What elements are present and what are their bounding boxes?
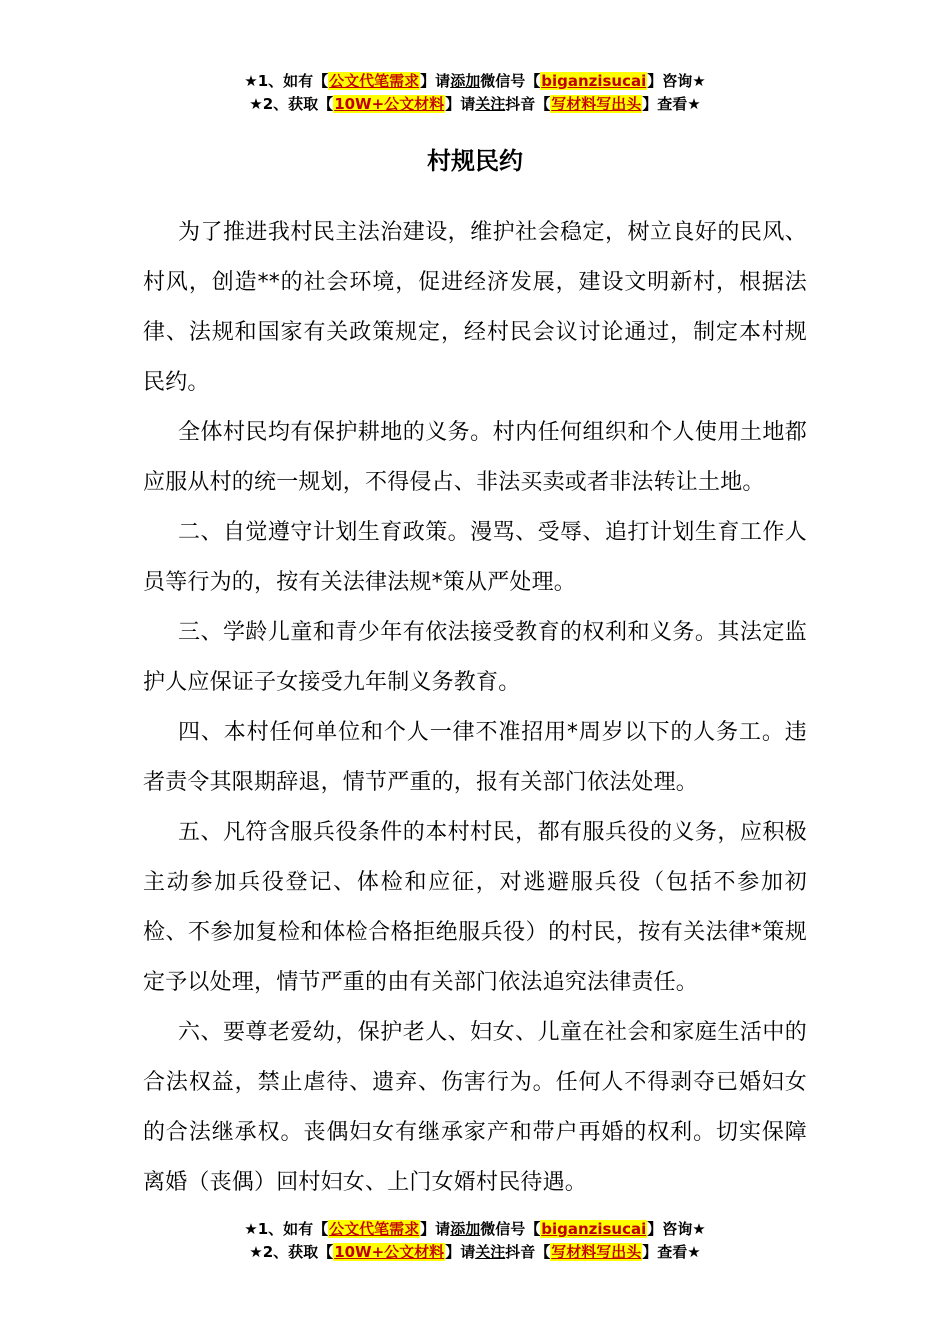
banner-text-underlined: 关注 xyxy=(475,95,506,113)
banner-text: ★1、如有【 xyxy=(244,1220,329,1238)
banner-text: 】查看★ xyxy=(642,1243,701,1261)
banner-text: 】查看★ xyxy=(642,95,701,113)
paragraph-3: 三、学龄儿童和青少年有依法接受教育的权利和义务。其法定监护人应保证子女接受九年制义务教育。 xyxy=(143,620,807,695)
highlight-service: 公文代笔需求 xyxy=(329,72,420,90)
banner-text-underlined: 添加 xyxy=(450,72,481,90)
banner-line-1 xyxy=(0,70,950,93)
highlight-materials: 10W+公文材料 xyxy=(334,95,445,113)
highlight-wechat-id: biganzisucai xyxy=(541,72,647,90)
banner-text: 】请 xyxy=(445,1243,476,1261)
banner-text: 】请 xyxy=(445,95,476,113)
footer-banner xyxy=(0,1218,950,1264)
banner-text-underlined: 关注 xyxy=(475,1243,506,1261)
banner-text: ★2、获取【 xyxy=(249,95,334,113)
banner-text: ★2、获取【 xyxy=(249,1243,334,1261)
paragraph-1: 全体村民均有保护耕地的义务。村内任何组织和个人使用土地都应服从村的统一规划，不得侵占、非法买卖或者非法转让土地。 xyxy=(143,420,807,495)
banner-text: 抖音【 xyxy=(505,95,551,113)
banner-text: 】请 xyxy=(420,1220,451,1238)
banner-line-2 xyxy=(0,1241,950,1264)
document-body xyxy=(143,208,807,1208)
highlight-wechat-id: biganzisucai xyxy=(541,1220,647,1238)
banner-text: 】咨询★ xyxy=(647,72,706,90)
banner-text: 】请 xyxy=(420,72,451,90)
banner-text: 】咨询★ xyxy=(647,1220,706,1238)
banner-text-underlined: 添加 xyxy=(450,1220,481,1238)
highlight-douyin-account: 写材料写出头 xyxy=(551,95,642,113)
banner-text: 微信号【 xyxy=(480,1220,541,1238)
banner-line-1 xyxy=(0,1218,950,1241)
paragraph-intro: 为了推进我村民主法治建设，维护社会稳定，树立良好的民风、村风，创造**的社会环境，促进经济发展，建设文明新村，根据法律、法规和国家有关政策规定，经村民会议讨论通过，制定本村规民约。 xyxy=(143,220,807,395)
highlight-service: 公文代笔需求 xyxy=(329,1220,420,1238)
header-banner xyxy=(0,70,950,116)
paragraph-2: 二、自觉遵守计划生育政策。漫骂、受辱、追打计划生育工作人员等行为的，按有关法律法规*策从严处理。 xyxy=(143,520,807,595)
paragraph-5: 五、凡符含服兵役条件的本村村民，都有服兵役的义务，应积极主动参加兵役登记、体检和应征，对逃避服兵役（包括不参加初检、不参加复检和体检合格拒绝服兵役）的村民，按有关法律*策规定予以处理，情节严重的由有关部门依法追究法律责任。 xyxy=(143,820,807,995)
paragraph-4: 四、本村任何单位和个人一律不准招用*周岁以下的人务工。违者责令其限期辞退，情节严重的，报有关部门依法处理。 xyxy=(143,720,807,795)
banner-text: 微信号【 xyxy=(480,72,541,90)
highlight-douyin-account: 写材料写出头 xyxy=(551,1243,642,1261)
document-title: 村规民约 xyxy=(427,147,523,175)
banner-text: 抖音【 xyxy=(505,1243,551,1261)
banner-line-2 xyxy=(0,93,950,116)
banner-text: ★1、如有【 xyxy=(244,72,329,90)
paragraph-6: 六、要尊老爱幼，保护老人、妇女、儿童在社会和家庭生活中的合法权益，禁止虐待、遗弃、伤害行为。任何人不得剥夺已婚妇女的合法继承权。丧偶妇女有继承家产和带户再婚的权利。切实保障离婚（丧偶）回村妇女、上门女婿村民待遇。 xyxy=(143,1020,807,1195)
highlight-materials: 10W+公文材料 xyxy=(334,1243,445,1261)
